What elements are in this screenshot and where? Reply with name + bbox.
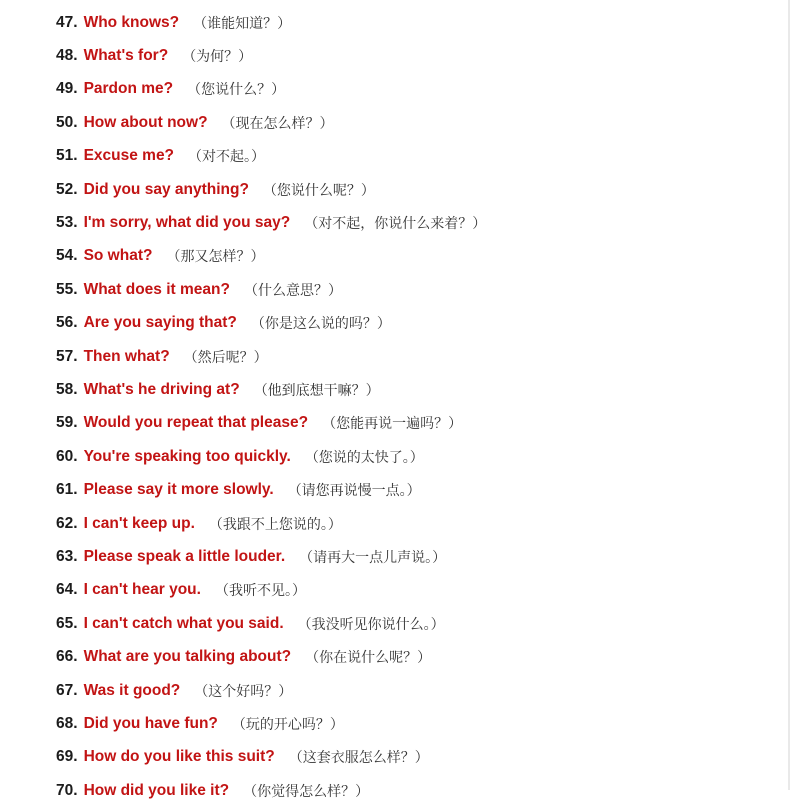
phrase-chinese: （他到底想干嘛？） xyxy=(253,382,380,399)
phrase-english: Pardon me? xyxy=(83,80,174,98)
phrase-english: What does it mean? xyxy=(83,280,230,298)
phrase-chinese: （你觉得怎么样？） xyxy=(243,783,370,800)
phrase-item xyxy=(56,574,486,607)
phrase-number: 52. xyxy=(56,180,78,198)
phrase-item xyxy=(56,607,486,640)
phrase-number: 59. xyxy=(56,414,78,432)
phrase-number: 64. xyxy=(56,581,78,599)
phrase-number: 65. xyxy=(56,614,78,632)
phrase-chinese: （请再大一点儿声说。） xyxy=(299,549,447,566)
phrase-chinese: （请您再说慢一点。） xyxy=(287,483,421,500)
phrase-list xyxy=(56,6,486,807)
phrase-number: 49. xyxy=(56,80,78,98)
phrase-item xyxy=(56,140,486,173)
phrase-chinese: （为何？） xyxy=(182,49,253,66)
phrase-english: You're speaking too quickly. xyxy=(83,447,291,465)
phrase-number: 61. xyxy=(56,481,78,499)
phrase-number: 47. xyxy=(56,13,78,31)
phrase-english: I can't catch what you said. xyxy=(83,614,284,632)
phrase-english: I'm sorry, what did you say? xyxy=(83,214,291,232)
phrase-chinese: （你在说什么呢？） xyxy=(305,650,432,667)
phrase-item xyxy=(56,6,486,39)
phrase-number: 70. xyxy=(56,781,78,799)
phrase-number: 56. xyxy=(56,314,78,332)
phrase-number: 63. xyxy=(56,547,78,565)
phrase-item xyxy=(56,707,486,740)
phrase-english: What's he driving at? xyxy=(83,380,240,398)
phrase-number: 48. xyxy=(56,47,78,65)
phrase-chinese: （玩的开心吗？） xyxy=(231,716,344,733)
phrase-english: Please say it more slowly. xyxy=(83,481,274,499)
phrase-item xyxy=(56,106,486,139)
phrase-english: What are you talking about? xyxy=(83,648,292,666)
phrase-item xyxy=(56,440,486,473)
phrase-chinese: （我跟不上您说的。） xyxy=(208,516,342,533)
phrase-chinese: （对不起。） xyxy=(188,149,266,166)
phrase-english: Then what? xyxy=(83,347,170,365)
phrase-number: 62. xyxy=(56,514,78,532)
phrase-chinese: （那又怎样？） xyxy=(166,249,265,266)
phrase-chinese: （这套衣服怎么样？） xyxy=(288,750,429,767)
phrase-english: I can't hear you. xyxy=(83,581,201,599)
phrase-number: 67. xyxy=(56,681,78,699)
phrase-chinese: （谁能知道？） xyxy=(193,15,292,32)
phrase-english: How do you like this suit? xyxy=(83,748,275,766)
phrase-chinese: （我没听见你说什么。） xyxy=(297,616,445,633)
phrase-chinese: （您说的太快了。） xyxy=(304,449,424,466)
phrase-chinese: （这个好吗？） xyxy=(194,683,293,700)
phrase-item xyxy=(56,640,486,673)
phrase-english: I can't keep up. xyxy=(83,514,195,532)
phrase-item xyxy=(56,73,486,106)
phrase-item xyxy=(56,407,486,440)
phrase-english: How about now? xyxy=(83,113,208,131)
phrase-chinese: （我听不见。） xyxy=(214,583,306,600)
phrase-number: 68. xyxy=(56,714,78,732)
phrase-english: Please speak a little louder. xyxy=(83,547,286,565)
phrase-number: 58. xyxy=(56,380,78,398)
phrase-english: Are you saying that? xyxy=(83,314,237,332)
phrase-chinese: （您说什么？） xyxy=(187,82,286,99)
phrase-item xyxy=(56,240,486,273)
phrase-item xyxy=(56,39,486,72)
phrase-number: 50. xyxy=(56,113,78,131)
phrase-number: 51. xyxy=(56,147,78,165)
phrase-chinese: （你是这么说的吗？） xyxy=(250,316,391,333)
phrase-chinese: （现在怎么样？） xyxy=(221,115,334,132)
phrase-english: What's for? xyxy=(83,47,169,65)
phrase-item xyxy=(56,507,486,540)
phrase-number: 69. xyxy=(56,748,78,766)
phrase-english: Did you say anything? xyxy=(83,180,249,198)
phrase-item xyxy=(56,473,486,506)
phrase-chinese: （然后呢？） xyxy=(183,349,268,366)
phrase-chinese: （什么意思？） xyxy=(243,282,342,299)
phrase-item xyxy=(56,741,486,774)
phrase-number: 54. xyxy=(56,247,78,265)
phrase-number: 53. xyxy=(56,214,78,232)
phrase-english: Would you repeat that please? xyxy=(83,414,309,432)
phrase-chinese: （您能再说一遍吗？） xyxy=(322,416,463,433)
phrase-number: 66. xyxy=(56,648,78,666)
phrase-item xyxy=(56,373,486,406)
phrase-english: Did you have fun? xyxy=(83,714,218,732)
phrase-number: 60. xyxy=(56,447,78,465)
phrase-english: Excuse me? xyxy=(83,147,175,165)
phrase-number: 55. xyxy=(56,280,78,298)
phrase-item xyxy=(56,206,486,239)
phrase-english: How did you like it? xyxy=(83,781,230,799)
phrase-item xyxy=(56,307,486,340)
phrase-item xyxy=(56,774,486,807)
phrase-english: So what? xyxy=(83,247,153,265)
phrase-item xyxy=(56,540,486,573)
phrase-number: 57. xyxy=(56,347,78,365)
phrase-english: Who knows? xyxy=(83,13,180,31)
phrase-chinese: （对不起，你说什么来着？） xyxy=(304,216,487,233)
phrase-item xyxy=(56,173,486,206)
phrase-english: Was it good? xyxy=(83,681,181,699)
phrase-item xyxy=(56,674,486,707)
phrase-chinese: （您说什么呢？） xyxy=(262,182,375,199)
phrase-item xyxy=(56,273,486,306)
phrase-item xyxy=(56,340,486,373)
